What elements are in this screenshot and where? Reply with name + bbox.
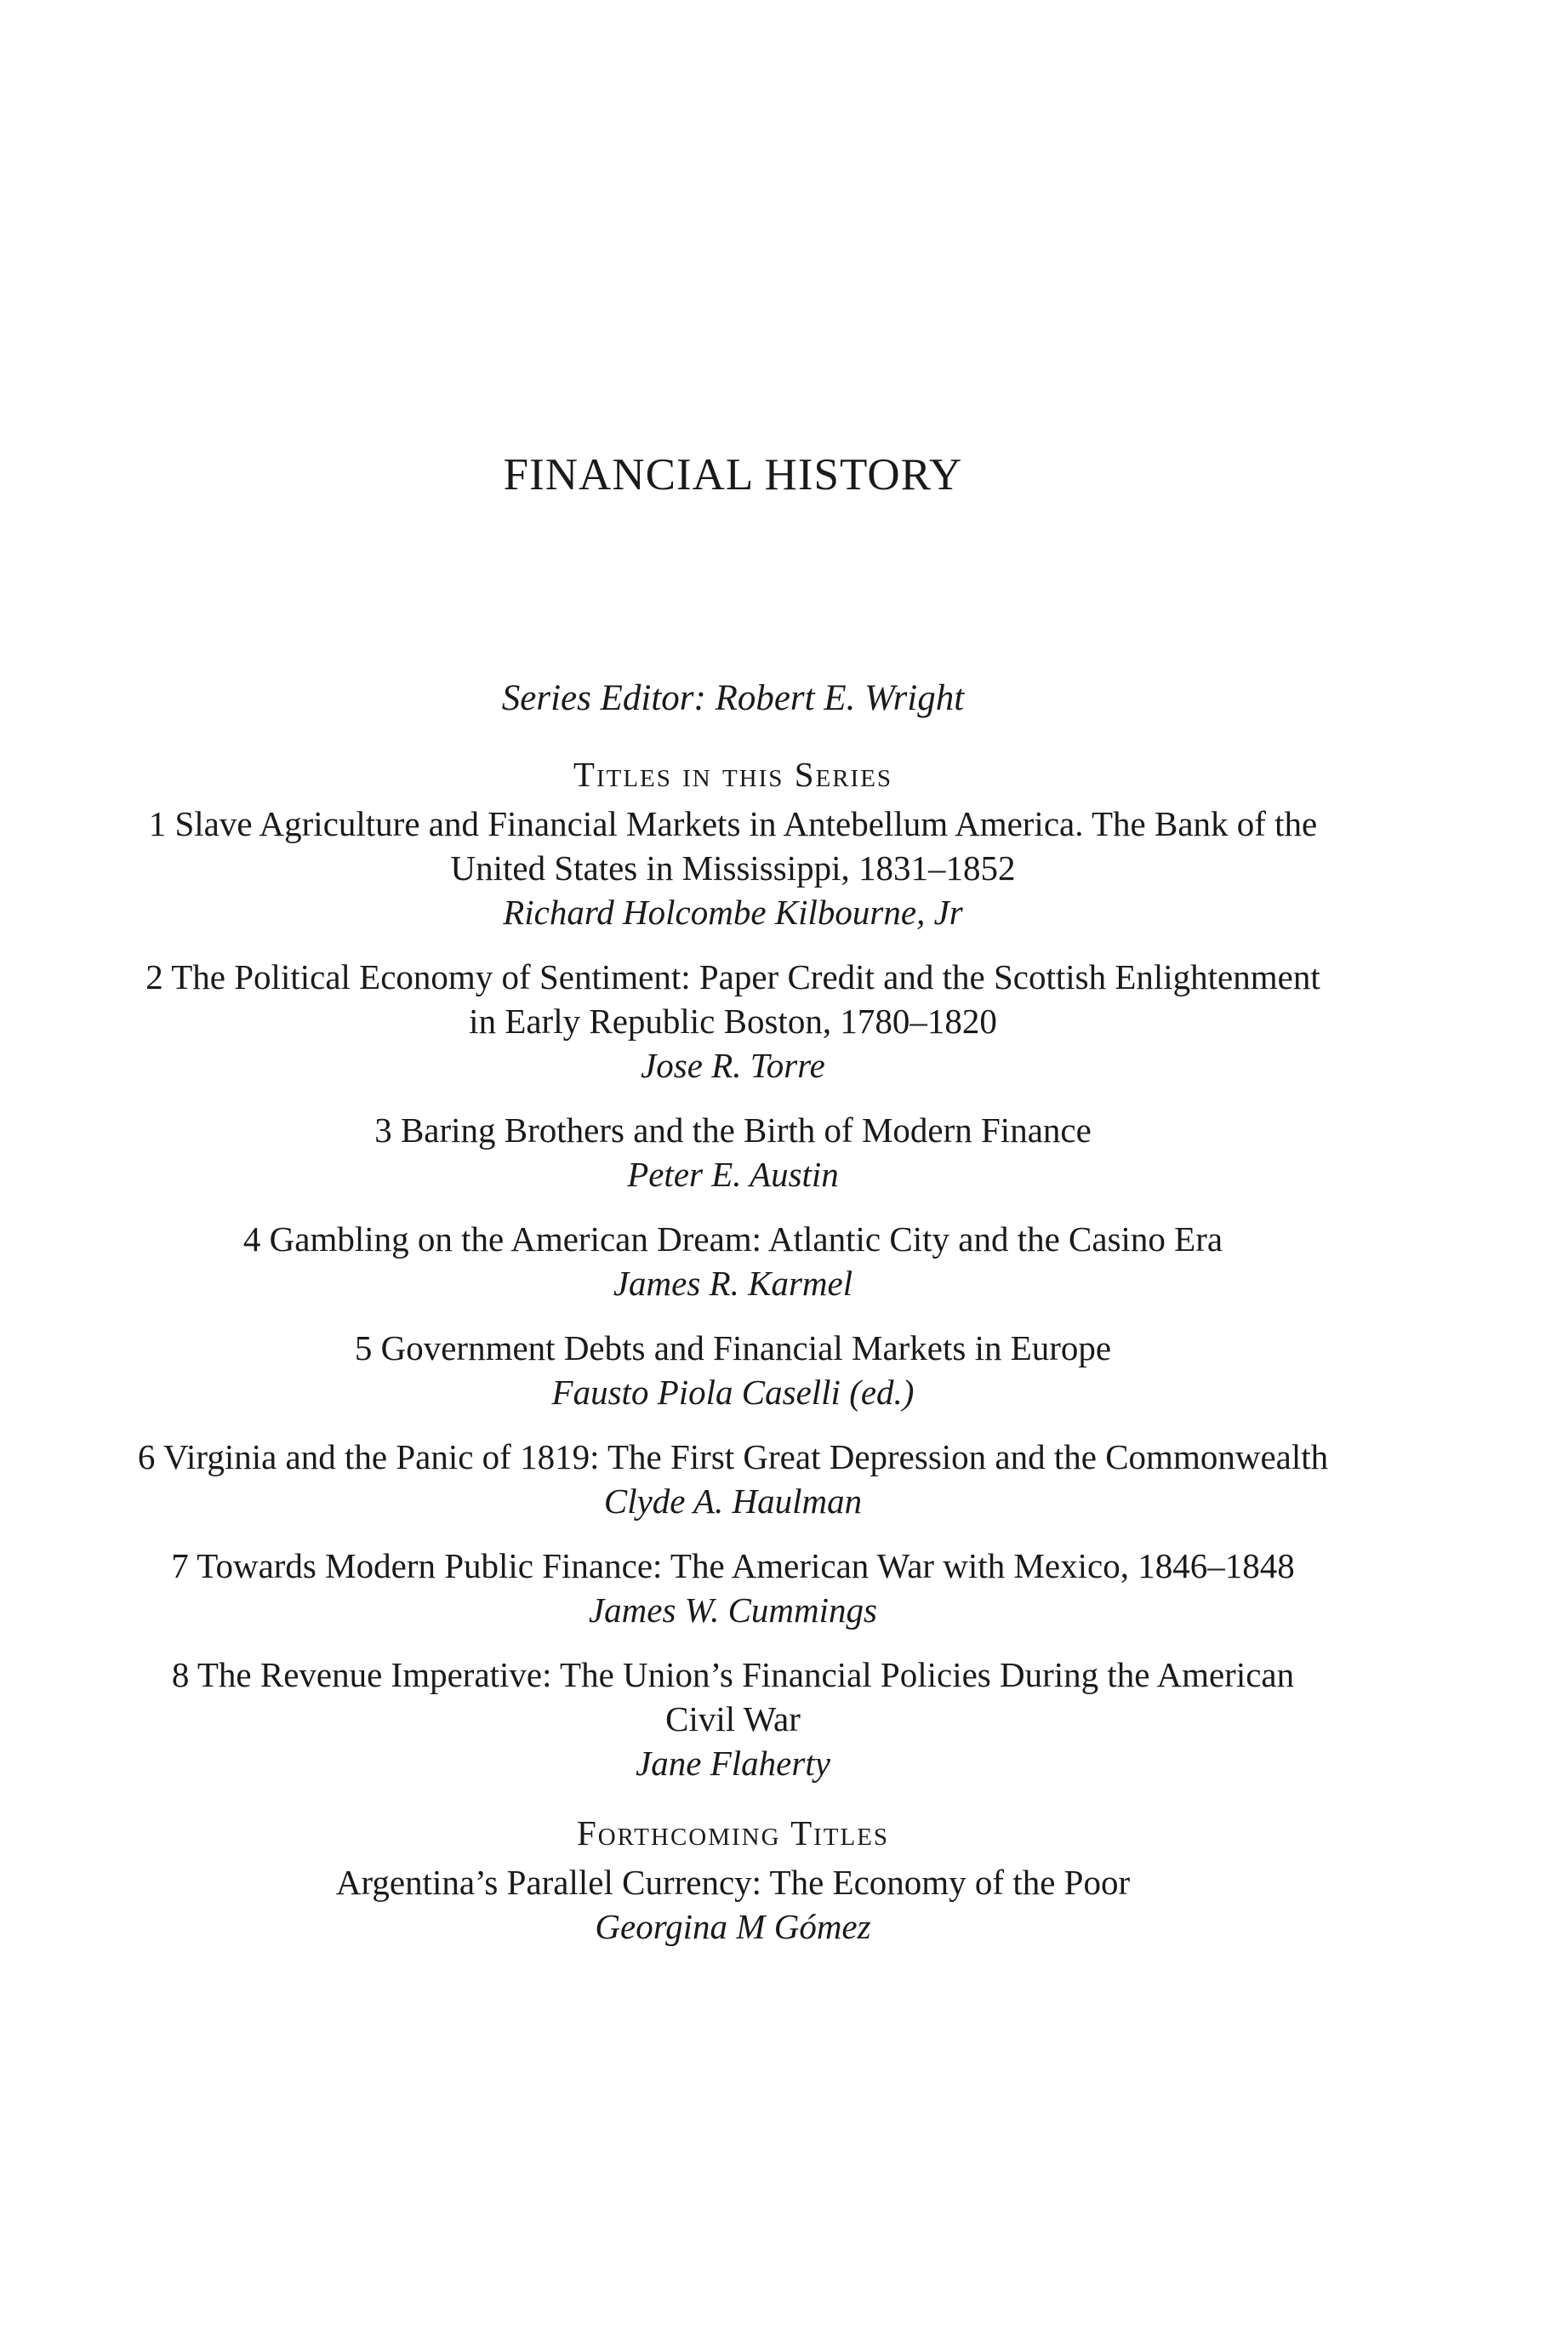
title-entry	[136, 1544, 1330, 1632]
title-entry	[136, 955, 1330, 1088]
title-text: 4 Gambling on the American Dream: Atlantic City and the Casino Era	[242, 1219, 1223, 1259]
title-author: James W. Cummings	[588, 1590, 877, 1630]
title-author: Clyde A. Haulman	[603, 1481, 863, 1521]
title-text: 7 Towards Modern Public Finance: The American War with Mexico, 1846–1848	[171, 1546, 1295, 1585]
title-entry	[136, 1217, 1330, 1305]
title-entry	[136, 1653, 1330, 1785]
title-author: Peter E. Austin	[627, 1155, 839, 1194]
title-author: James R. Karmel	[613, 1264, 853, 1303]
series-content	[136, 676, 1330, 1969]
title-entry	[136, 1108, 1330, 1196]
series-editor: Series Editor: Robert E. Wright	[501, 678, 965, 718]
title-author: Fausto Piola Caselli (ed.)	[551, 1373, 915, 1412]
forthcoming-entry	[136, 1860, 1330, 1949]
title-author: Richard Holcombe Kilbourne, Jr	[503, 893, 963, 932]
titles-heading: Titles in this Series	[573, 755, 893, 794]
title-text: 8 The Revenue Imperative: The Union’s Financial Policies During the American Civil War	[171, 1655, 1295, 1738]
title-entry	[136, 802, 1330, 934]
forthcoming-title-text: Argentina’s Parallel Currency: The Economy of the Poor	[335, 1863, 1131, 1902]
title-author: Jane Flaherty	[636, 1744, 830, 1783]
title-text: 2 The Political Economy of Sentiment: Paper Credit and the Scottish Enlightenment in Early Republic Boston, 1780–1820	[145, 957, 1320, 1041]
title-author: Jose R. Torre	[641, 1046, 825, 1085]
series-title: FINANCIAL HISTORY	[503, 450, 963, 500]
forthcoming-author: Georgina M Gómez	[595, 1907, 871, 1946]
title-text: 5 Government Debts and Financial Markets in Europe	[354, 1328, 1112, 1367]
title-text: 3 Baring Brothers and the Birth of Modern Finance	[374, 1110, 1092, 1150]
forthcoming-heading: Forthcoming Titles	[576, 1813, 890, 1852]
title-entry	[136, 1326, 1330, 1414]
title-text: 1 Slave Agriculture and Financial Markets in Antebellum America. The Bank of the United States in Mississippi, 1831–1852	[148, 804, 1318, 888]
title-text: 6 Virginia and the Panic of 1819: The First Great Depression and the Commonwealth	[137, 1437, 1329, 1476]
title-entry	[136, 1435, 1330, 1523]
